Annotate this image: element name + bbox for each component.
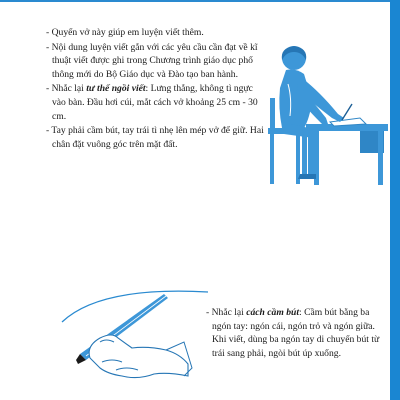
instruction-notes <box>46 26 266 152</box>
hand-outline <box>89 335 188 378</box>
pen-grip-emphasis: cách cầm bút <box>246 307 299 318</box>
student-writing-at-desk-illustration <box>258 38 390 188</box>
girl-leg <box>308 134 314 174</box>
desk-leg <box>378 131 383 185</box>
right-blue-margin <box>390 0 400 400</box>
note-item-pen-grip <box>206 306 384 360</box>
chair-leg <box>270 134 274 184</box>
note-suffix: : Lưng thẳng, không tì ngực vào bàn. Đầu hơi cúi, mắt cách vở khoảng 25 cm - 30 cm. <box>52 83 258 122</box>
pencil <box>342 104 352 120</box>
note-item-curriculum: - Nội dung luyện viết gắn với các yêu cầu cần đạt về kĩ thuật viết được ghi trong Chương trình giáo dục phổ thông mới do Bộ Giáo dục và Đào tạo ban hành. <box>46 41 258 80</box>
girl-shoes <box>298 174 316 179</box>
note-prefix: - Nhắc lại <box>46 83 87 95</box>
pen-grip-note <box>206 306 384 361</box>
note-suffix: : Cầm bút bằng ba ngón tay: ngón cái, ngón trỏ và ngón giữa. Khi viết, dùng ba ngón tay di chuyển bút từ trái sang phải, ngòi bút úp xuống. <box>212 307 380 359</box>
note-item-posture <box>46 82 266 123</box>
note-item-intro: - Quyển vở này giúp em luyện viết thêm. <box>46 27 204 38</box>
girl-leg <box>302 134 307 174</box>
note-item-hands: - Tay phải cầm bút, tay trái tì nhẹ lên mép vở để giữ. Hai chân đặt vuông góc trên mặt đất. <box>46 125 264 150</box>
note-prefix: - Nhắc lại <box>206 307 247 318</box>
posture-emphasis: tư thế ngồi viết <box>86 83 146 95</box>
chair-back <box>270 98 275 134</box>
hand-holding-pen-illustration <box>56 276 196 388</box>
top-border-line <box>0 0 390 2</box>
